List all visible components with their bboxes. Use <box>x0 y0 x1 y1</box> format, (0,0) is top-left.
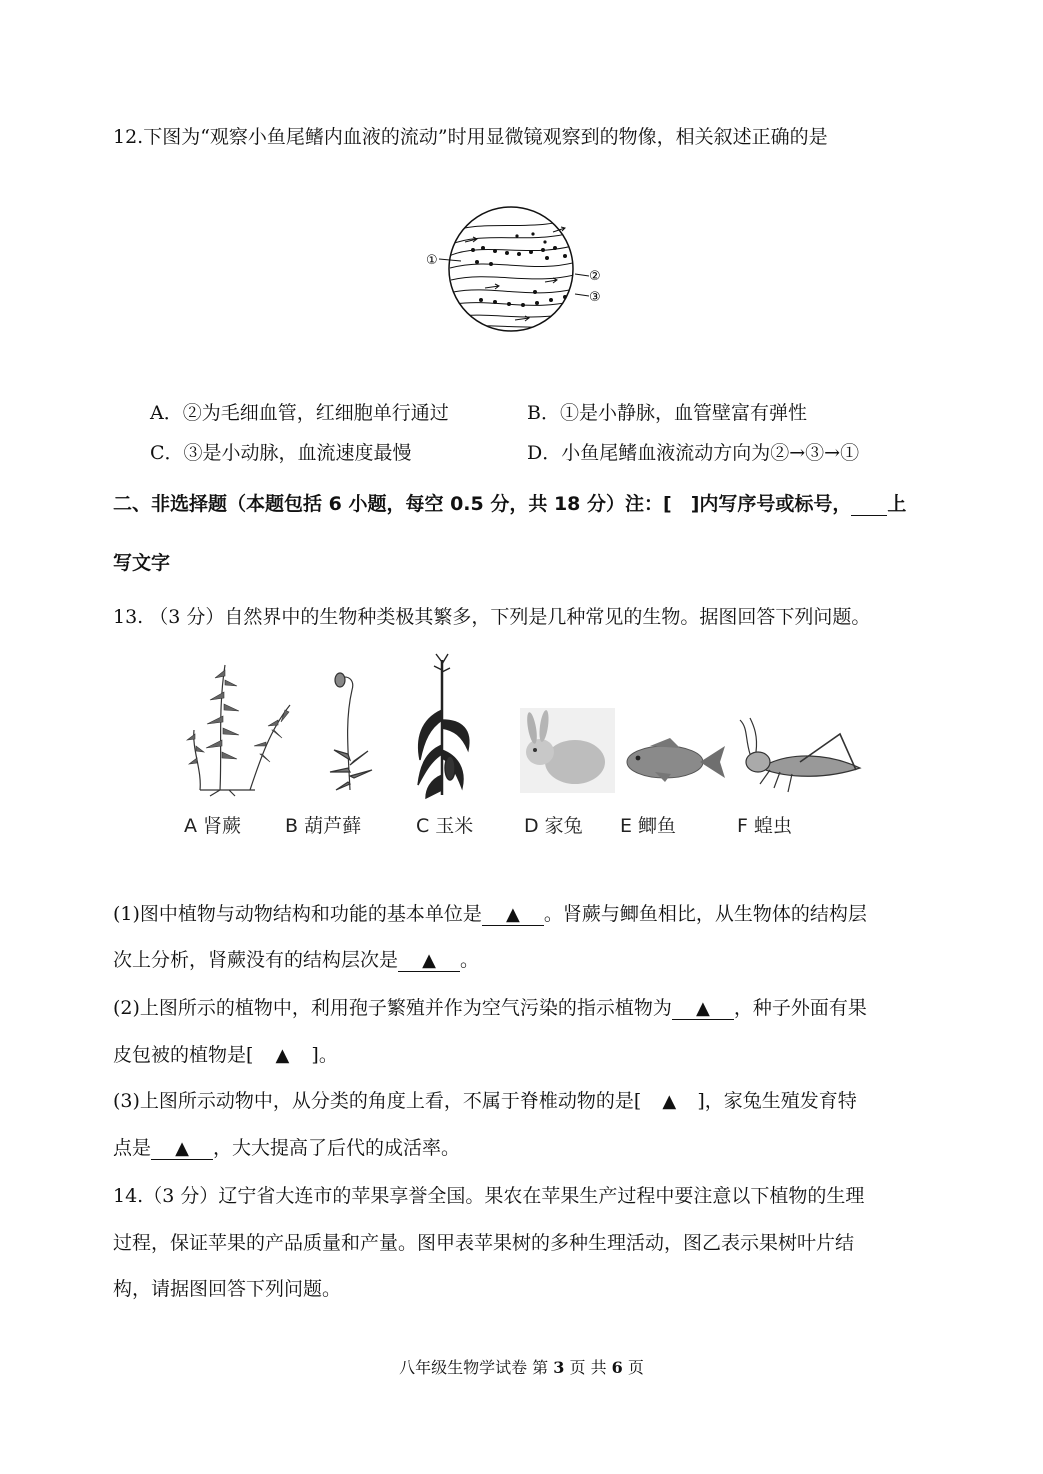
fig-label-3: ③ <box>589 290 601 305</box>
answer-blank[interactable] <box>672 998 734 1020</box>
fig-label-2: ② <box>589 269 601 284</box>
organism-label-c: C 玉米 <box>416 815 474 837</box>
q13-stem: 13. （3 分）自然界中的生物种类极其繁多，下列是几种常见的生物。据图回答下列问题。 <box>113 606 871 628</box>
organism-label-e: E 鲫鱼 <box>620 815 677 837</box>
q13-part2-text-c: 皮包被的植物是[ <box>113 1044 254 1066</box>
fern-image <box>187 665 290 796</box>
section2-heading-cont: 写文字 <box>113 552 171 574</box>
answer-bracket[interactable] <box>641 1090 697 1112</box>
organism-label-a: A 肾蕨 <box>184 815 242 837</box>
page-footer <box>0 1355 1043 1378</box>
q14-line2: 过程，保证苹果的产品质量和产量。图甲表苹果树的多种生理活动，图乙表示果树叶片结 <box>113 1232 855 1254</box>
footer-prefix: 八年级生物学试卷 第 <box>399 1358 549 1377</box>
q13-part3-text-b: ]，家兔生殖发育特 <box>697 1090 857 1112</box>
answer-mark: ▲ <box>175 1138 189 1159</box>
q14-line1: 14.（3 分）辽宁省大连市的苹果享誉全国。果农在苹果生产过程中要注意以下植物的生理 <box>113 1185 865 1207</box>
organism-label-f: F 蝗虫 <box>737 815 792 837</box>
section2-heading-suffix: 上 <box>887 493 907 515</box>
corn-image <box>418 654 469 798</box>
moss-image <box>330 673 372 790</box>
organism-label-d: D 家兔 <box>524 815 583 837</box>
q14-line3: 构，请据图回答下列问题。 <box>113 1278 342 1300</box>
q13-part1-line2 <box>113 945 479 972</box>
q13-part1-text: (1)图中植物与动物结构和功能的基本单位是 <box>113 903 482 925</box>
section2-heading-text: 二、非选择题（本题包括 6 小题，每空 0.5 分，共 18 分）注：[ ]内写序号或标号， <box>113 493 852 515</box>
footer-suffix: 页 <box>627 1358 644 1377</box>
q13-part3-text-d: ，大大提高了后代的成活率。 <box>213 1137 461 1159</box>
q13-part2-line2 <box>113 1040 338 1067</box>
footer-mid: 页 共 <box>569 1358 607 1377</box>
answer-mark: ▲ <box>662 1091 677 1112</box>
footer-total-pages: 6 <box>611 1358 623 1377</box>
q13-part2-text-b: ，种子外面有果 <box>733 997 867 1019</box>
answer-blank[interactable] <box>151 1138 213 1160</box>
answer-blank[interactable] <box>482 904 544 926</box>
q13-part3-line2 <box>113 1133 460 1160</box>
q12-option-b: B．①是小静脉，血管壁富有弹性 <box>527 402 807 424</box>
q13-part1-text-c: 次上分析，肾蕨没有的结构层次是 <box>113 949 399 971</box>
rabbit-image <box>520 708 615 793</box>
q13-part2-text: (2)上图所示的植物中，利用孢子繁殖并作为空气污染的指示植物为 <box>113 997 672 1019</box>
q13-part1-line1 <box>113 899 867 926</box>
q13-part3-line1 <box>113 1086 857 1113</box>
q13-part1-text-d: 。 <box>460 949 480 971</box>
answer-bracket[interactable] <box>253 1044 311 1066</box>
q13-part2-line1 <box>113 993 867 1020</box>
answer-mark: ▲ <box>506 904 520 925</box>
microscope-field-figure <box>425 206 625 336</box>
answer-blank[interactable] <box>398 950 460 972</box>
q12-stem: 12.下图为“观察小鱼尾鳍内血液的流动”时用显微镜观察到的物像，相关叙述正确的是 <box>113 126 828 148</box>
footer-page-number: 3 <box>553 1358 565 1377</box>
q13-part1-text-b: 。肾蕨与鲫鱼相比，从生物体的结构层 <box>543 903 867 925</box>
q13-part3-text: (3)上图所示动物中，从分类的角度上看，不属于脊椎动物的是[ <box>113 1090 642 1112</box>
q12-option-c: C．③是小动脉，血流速度最慢 <box>150 442 412 464</box>
fig-label-1: ① <box>426 253 438 268</box>
organisms-figure <box>180 650 880 800</box>
section2-heading <box>113 489 906 516</box>
answer-mark: ▲ <box>275 1045 290 1066</box>
answer-mark: ▲ <box>422 950 436 971</box>
q13-part3-text-c: 点是 <box>113 1137 152 1159</box>
section2-heading-blank <box>851 494 887 516</box>
answer-mark: ▲ <box>696 998 710 1019</box>
q12-option-d: D．小鱼尾鳍血液流动方向为②→③→① <box>527 442 860 464</box>
organism-label-b: B 葫芦藓 <box>285 815 362 837</box>
grasshopper-image <box>740 718 860 792</box>
carp-image <box>627 738 725 782</box>
q12-option-a: A．②为毛细血管，红细胞单行通过 <box>150 402 449 424</box>
q13-part2-text-d: ]。 <box>311 1044 338 1066</box>
